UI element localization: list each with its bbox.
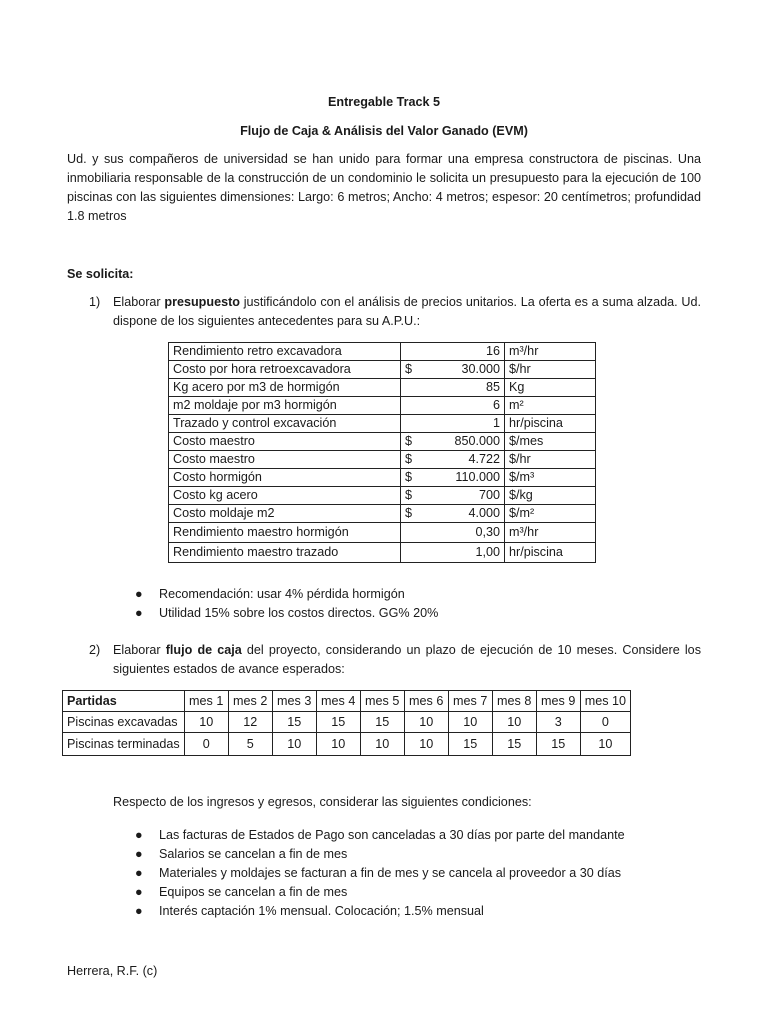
apu-value-cell [401,397,505,415]
apu-unit: $/m³ [505,469,596,487]
list-item [135,883,625,902]
month-header: mes 1 [184,691,228,712]
bullet-icon: ● [135,904,143,918]
bullet-icon: ● [135,587,143,601]
progress-value: 3 [536,712,580,733]
progress-table [62,690,631,756]
list-item [135,604,438,623]
item-text-pre: Elaborar [113,295,165,309]
progress-value: 0 [580,712,630,733]
progress-value: 15 [316,712,360,733]
apu-label: Costo hormigón [169,469,401,487]
list-item-text: Materiales y moldajes se facturan a fin de mes y se cancela al proveedor a 30 días [159,866,622,880]
list-item-text: Equipos se cancelan a fin de mes [159,885,348,899]
month-header: mes 2 [228,691,272,712]
progress-value: 10 [184,712,228,733]
item-number: 2) [89,643,101,657]
apu-value: 6 [492,398,500,412]
recommendation-list [135,585,438,623]
apu-unit: $/m² [505,505,596,523]
month-header: mes 10 [580,691,630,712]
progress-row [63,733,631,756]
item-text-pre: Elaborar [113,643,166,657]
apu-row [169,343,596,361]
apu-value: 0,30 [475,525,500,539]
apu-label: Costo por hora retroexcavadora [169,361,401,379]
apu-unit: hr/piscina [505,543,596,563]
progress-row-label: Piscinas excavadas [63,712,185,733]
apu-unit: $/hr [505,451,596,469]
item-number: 1) [89,295,101,309]
apu-row [169,379,596,397]
apu-label: m2 moldaje por m3 hormigón [169,397,401,415]
apu-label: Costo maestro [169,451,401,469]
list-item [135,826,625,845]
intro-paragraph: Ud. y sus compañeros de universidad se han unido para formar una empresa constructora de piscinas. Una inmobiliaria responsable de la construcción de un condominio le solicita un presupuesto para la ejecución de 100 piscinas con las siguientes dimensiones: Largo: 6 metros; Ancho: 4 metros; espesor: 20 centímetros; profundidad 1.8 metros [67,152,701,223]
apu-value-cell [401,523,505,543]
progress-value: 10 [316,733,360,756]
footer-author: Herrera, R.F. (c) [67,964,158,978]
bullet-icon: ● [135,885,143,899]
bullet-icon: ● [135,828,143,842]
progress-value: 15 [360,712,404,733]
list-item [135,585,438,604]
apu-unit: m² [505,397,596,415]
list-item-text: Salarios se cancelan a fin de mes [159,847,348,861]
apu-value-cell [401,361,505,379]
item-flujo-caja [89,641,701,679]
item-text-post: justificándolo con el análisis de precios unitarios. La oferta es a suma alzada. Ud. dispone de los siguientes antecedentes para su A.P.U.: [113,295,701,328]
apu-value: 16 [485,344,500,358]
apu-unit: m³/hr [505,523,596,543]
list-item-text: Interés captación 1% mensual. Colocación; 1.5% mensual [159,904,484,918]
month-header: mes 9 [536,691,580,712]
apu-value-cell [401,433,505,451]
progress-value: 15 [272,712,316,733]
apu-row [169,433,596,451]
apu-row [169,397,596,415]
item-presupuesto [89,293,701,331]
apu-unit: $/mes [505,433,596,451]
item-text-bold: presupuesto [164,295,240,309]
apu-label: Kg acero por m3 de hormigón [169,379,401,397]
month-header: mes 7 [448,691,492,712]
apu-value: 850.000 [454,434,500,448]
progress-value: 10 [580,733,630,756]
apu-value-cell [401,451,505,469]
progress-header-row [63,691,631,712]
conditions-intro: Respecto de los ingresos y egresos, considerar las siguientes condiciones: [113,795,532,809]
apu-label: Trazado y control excavación [169,415,401,433]
apu-row [169,361,596,379]
progress-value: 12 [228,712,272,733]
apu-unit: Kg [505,379,596,397]
progress-value: 10 [404,733,448,756]
apu-row [169,543,596,563]
apu-value: 1 [492,416,500,430]
progress-value: 10 [272,733,316,756]
month-header: mes 8 [492,691,536,712]
bullet-icon: ● [135,606,143,620]
apu-value-cell [401,379,505,397]
progress-value: 10 [360,733,404,756]
progress-value: 10 [448,712,492,733]
apu-currency: $ [405,488,413,502]
apu-value-cell [401,543,505,563]
apu-value: 1,00 [475,545,500,559]
apu-table [168,342,596,563]
apu-currency: $ [405,362,413,376]
apu-label: Rendimiento retro excavadora [169,343,401,361]
document-subtitle: Flujo de Caja & Análisis del Valor Ganado (EVM) [240,124,528,138]
list-item [135,864,625,883]
progress-value: 5 [228,733,272,756]
apu-value-cell [401,487,505,505]
month-header: mes 6 [404,691,448,712]
apu-value-cell [401,469,505,487]
apu-value: 85 [485,380,500,394]
apu-row [169,469,596,487]
apu-value: 110.000 [455,470,500,484]
apu-currency: $ [405,452,413,466]
progress-value: 0 [184,733,228,756]
list-item-text: Recomendación: usar 4% pérdida hormigón [159,587,405,601]
apu-value-cell [401,505,505,523]
document-title: Entregable Track 5 [328,95,440,109]
item-text-bold: flujo de caja [165,643,242,657]
apu-row [169,523,596,543]
progress-value: 10 [492,712,536,733]
se-solicita-heading: Se solicita: [67,267,134,281]
list-item-text: Las facturas de Estados de Pago son canceladas a 30 días por parte del mandante [159,828,625,842]
progress-header-label: Partidas [63,691,185,712]
apu-row [169,487,596,505]
apu-value-cell [401,415,505,433]
apu-value-cell [401,343,505,361]
progress-row-label: Piscinas terminadas [63,733,185,756]
month-header: mes 4 [316,691,360,712]
apu-currency: $ [405,506,413,520]
item-text [113,293,701,331]
apu-unit: $/kg [505,487,596,505]
progress-value: 15 [536,733,580,756]
apu-label: Costo maestro [169,433,401,451]
progress-row [63,712,631,733]
apu-label: Rendimiento maestro trazado [169,543,401,563]
list-item-text: Utilidad 15% sobre los costos directos. GG% 20% [159,606,439,620]
apu-unit: $/hr [505,361,596,379]
apu-value: 700 [478,488,500,502]
progress-value: 15 [448,733,492,756]
apu-currency: $ [405,470,413,484]
bullet-icon: ● [135,847,143,861]
apu-unit: m³/hr [505,343,596,361]
apu-currency: $ [405,434,413,448]
apu-value: 4.000 [468,506,500,520]
apu-row [169,451,596,469]
list-item [135,902,625,921]
apu-unit: hr/piscina [505,415,596,433]
item-text [113,641,701,679]
apu-label: Rendimiento maestro hormigón [169,523,401,543]
apu-value: 30.000 [461,362,500,376]
item-text-post: del proyecto, considerando un plazo de ejecución de 10 meses. Considere los siguientes estados de avance esperados: [113,643,701,676]
apu-label: Costo moldaje m2 [169,505,401,523]
list-item [135,845,625,864]
apu-row [169,415,596,433]
conditions-list [135,826,625,921]
apu-row [169,505,596,523]
progress-value: 10 [404,712,448,733]
apu-label: Costo kg acero [169,487,401,505]
progress-value: 15 [492,733,536,756]
month-header: mes 5 [360,691,404,712]
bullet-icon: ● [135,866,143,880]
apu-value: 4.722 [468,452,500,466]
month-header: mes 3 [272,691,316,712]
